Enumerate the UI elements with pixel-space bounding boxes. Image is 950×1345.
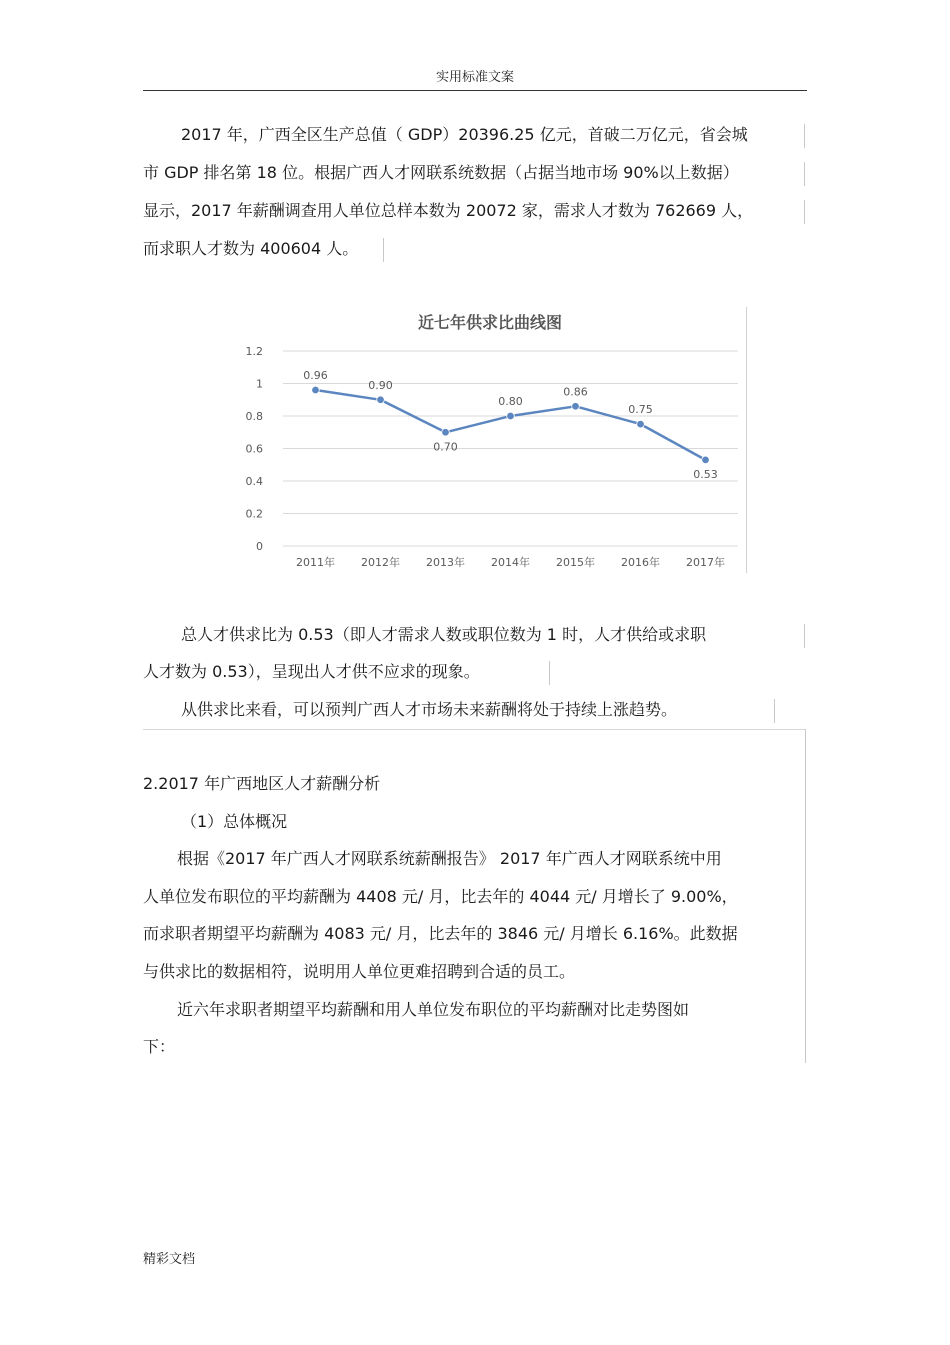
chart-y-axis [246, 345, 264, 553]
chart-data-point [637, 420, 645, 428]
paragraph-4-line-2: 人单位发布职位的平均薪酬为 4408 元/ 月，比去年的 4044 元/ 月增长了 9.00%， [143, 887, 738, 906]
text-frame-edge [549, 661, 550, 685]
paragraph-1-line-4: 而求职人才数为 400604 人。 [143, 239, 359, 258]
paragraph-4-line-1: 根据《2017 年广西人才网联系统薪酬报告》 2017 年广西人才网联系统中用 [177, 849, 722, 868]
text-frame-edge [774, 699, 775, 723]
paragraph-2-line-1: 总人才供求比为 0.53（即人才需求人数或职位数为 1 时，人才供给或求职 [181, 625, 707, 644]
footer-text: 精彩文档 [143, 1252, 196, 1267]
chart-data-label: 0.70 [433, 440, 458, 454]
paragraph-4-line-3: 而求职者期望平均薪酬为 4083 元/ 月，比去年的 3846 元/ 月增长 6.16%。此数据 [143, 924, 738, 943]
header-rule [143, 90, 807, 91]
chart-data-label: 0.80 [498, 395, 523, 408]
chart-y-tick-label: 0.4 [245, 475, 263, 488]
chart-data-point [572, 402, 580, 410]
chart-x-tick-label: 2011年 [296, 556, 335, 569]
text-frame-edge [804, 162, 805, 186]
chart-x-tick-label: 2013年 [426, 556, 465, 569]
supply-demand-chart [233, 297, 747, 577]
paragraph-1-line-3: 显示，2017 年薪酬调查用人单位总样本数为 20072 家，需求人才数为 762669 人， [143, 201, 754, 220]
chart-data-point [312, 386, 320, 394]
section-frame-top [143, 729, 805, 730]
section-title: 2.2017 年广西地区人才薪酬分析 [143, 774, 381, 793]
chart-data-label: 0.90 [368, 378, 393, 392]
section-frame-right [805, 729, 806, 1063]
chart-data-label: 0.75 [628, 403, 653, 417]
chart-x-axis [296, 555, 725, 569]
paragraph-4-line-4: 与供求比的数据相符，说明用人单位更难招聘到合适的员工。 [143, 962, 576, 981]
chart-y-tick-label: 0 [256, 540, 263, 553]
paragraph-1-line-1: 2017 年，广西全区生产总值（ GDP）20396.25 亿元，首破二万亿元，省会城 [181, 125, 748, 144]
chart-data-labels [303, 369, 718, 481]
chart-y-tick-label: 0.8 [245, 410, 263, 423]
chart-data-point [702, 456, 710, 464]
chart-data-label: 0.96 [303, 369, 328, 382]
chart-data-point [507, 412, 515, 420]
chart-data-label: 0.53 [693, 467, 718, 481]
chart-y-tick-label: 0.6 [245, 442, 263, 456]
chart-x-tick-label: 2017年 [686, 556, 725, 569]
chart-data-label: 0.86 [563, 385, 588, 399]
text-frame-edge [383, 238, 384, 262]
chart-x-tick-label: 2016年 [621, 556, 660, 569]
header-title: 实用标准文案 [435, 70, 514, 85]
subsection-title: （1）总体概况 [181, 812, 288, 831]
text-frame-edge [804, 200, 805, 224]
chart-y-tick-label: 0.2 [245, 507, 263, 521]
paragraph-5-line-2: 下： [143, 1037, 176, 1056]
chart-data-point [442, 428, 450, 436]
paragraph-3: 从供求比来看，可以预判广西人才市场未来薪酬将处于持续上涨趋势。 [181, 700, 678, 719]
paragraph-1-line-2: 市 GDP 排名第 18 位。根据广西人才网联系统数据（占据当地市场 90%以上数据） [143, 163, 739, 182]
chart-data-point [377, 396, 385, 404]
chart-svg [233, 297, 747, 577]
chart-y-tick-label: 1 [256, 377, 263, 391]
paragraph-5-line-1: 近六年求职者期望平均薪酬和用人单位发布职位的平均薪酬对比走势图如 [177, 1000, 690, 1019]
chart-grid [283, 351, 738, 546]
chart-x-tick-label: 2015年 [556, 556, 595, 569]
chart-x-tick-label: 2014年 [491, 556, 530, 569]
paragraph-2-line-2: 人才数为 0.53），呈现出人才供不应求的现象。 [143, 662, 480, 681]
chart-x-tick-label: 2012年 [361, 556, 400, 569]
text-frame-edge [804, 124, 805, 148]
chart-y-tick-label: 1.2 [245, 345, 263, 358]
chart-frame-edge [746, 307, 747, 573]
chart-title: 近七年供求比曲线图 [417, 313, 563, 332]
text-frame-edge [804, 624, 805, 648]
